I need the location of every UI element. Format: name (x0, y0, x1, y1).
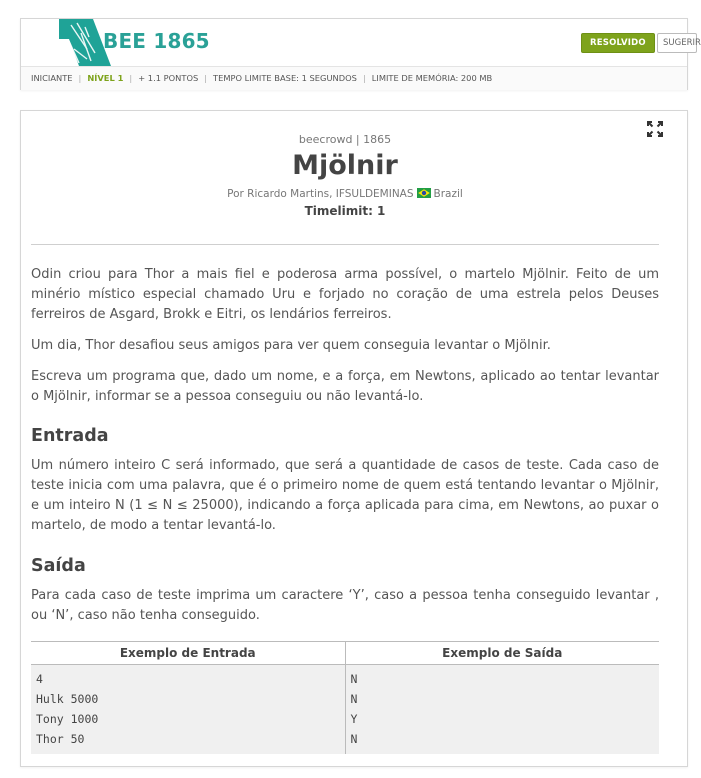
problem-info (31, 133, 659, 218)
output-example[interactable] (345, 665, 659, 754)
output-example-header: Exemplo de Saída (345, 642, 659, 665)
problem-code: BEE 1865 (103, 29, 210, 53)
description-paragraph: Escreva um programa que, dado um nome, e a força, em Newtons, aplicado ao tentar levantar o Mjölnir, informar se a pessoa conseguiu ou não levantá-lo. (31, 369, 659, 404)
author-line (31, 188, 659, 200)
resolved-button[interactable]: RESOLVIDO (581, 33, 655, 53)
meta-points: + 1.1 PONTOS (138, 73, 199, 83)
problem-title: Mjölnir (292, 150, 398, 181)
description-paragraph: Odin criou para Thor a mais fiel e poderosa arma possível, o martelo Mjölnir. Feito de um minério místico especial chamado Uru e forjado no coração de uma estrela pelos Deuses ferreiros de Asgard, Brokk e Eitri, os lendários ferreiros. (31, 267, 659, 322)
meta-category[interactable]: INICIANTE (31, 73, 73, 83)
output-line: N (350, 732, 358, 746)
input-description (31, 456, 659, 536)
description-paragraph: Um dia, Thor desafiou seus amigos para ver quem conseguia levantar o Mjölnir. (31, 338, 551, 353)
problem-header (20, 18, 701, 90)
input-line: 4 (36, 672, 43, 686)
problem-meta-bar (21, 66, 687, 90)
input-line: Hulk 5000 (36, 692, 99, 706)
problem-description-card (20, 110, 688, 767)
output-heading: Saída (31, 556, 86, 576)
output-line: N (350, 672, 358, 686)
timelimit: Timelimit: 1 (304, 204, 386, 218)
output-line: Y (350, 712, 358, 726)
input-line: Thor 50 (36, 732, 85, 746)
brazil-flag-icon (417, 188, 431, 198)
author[interactable]: Por Ricardo Martins, IFSULDEMINAS (227, 188, 414, 200)
input-line: Tony 1000 (36, 712, 99, 726)
beecrowd-logo[interactable] (41, 19, 111, 66)
separator: | (78, 73, 82, 83)
problem-description (31, 367, 659, 407)
divider (31, 244, 659, 245)
examples-table (31, 641, 659, 754)
input-text: Um número inteiro C será informado, que será a quantidade de casos de teste. Cada caso de teste inicia com uma palavra, que é o primeiro nome de quem está tentando levantar o Mjölnir, e um inteiro N (1 ≤ N ≤ 25000), indicando a força aplicada para cima, em Newtons, ao puxar o martelo, de modo a tentar levantá-lo. (31, 458, 659, 533)
output-text: Para cada caso de teste imprima um caractere ‘Y’, caso a pessoa tenha conseguido levantar , ou ‘N’, caso não tenha conseguido. (31, 588, 659, 623)
separator: | (362, 73, 366, 83)
suggest-button[interactable]: SUGERIR (657, 33, 697, 53)
input-example[interactable] (31, 665, 345, 754)
problem-description (31, 336, 659, 356)
problem-description (31, 265, 659, 325)
output-description (31, 586, 659, 626)
separator: | (204, 73, 208, 83)
meta-memory-limit: LIMITE DE MEMÓRIA: 200 MB (371, 73, 493, 83)
meta-level[interactable]: NÍVEL 1 (87, 73, 124, 83)
output-line: N (350, 692, 358, 706)
input-heading: Entrada (31, 426, 109, 446)
separator: | (129, 73, 133, 83)
problem-source: beecrowd | 1865 (298, 133, 392, 146)
country: Brazil (433, 188, 463, 200)
meta-time-limit: TEMPO LIMITE BASE: 1 SEGUNDOS (213, 73, 357, 83)
input-example-header: Exemplo de Entrada (31, 642, 345, 665)
